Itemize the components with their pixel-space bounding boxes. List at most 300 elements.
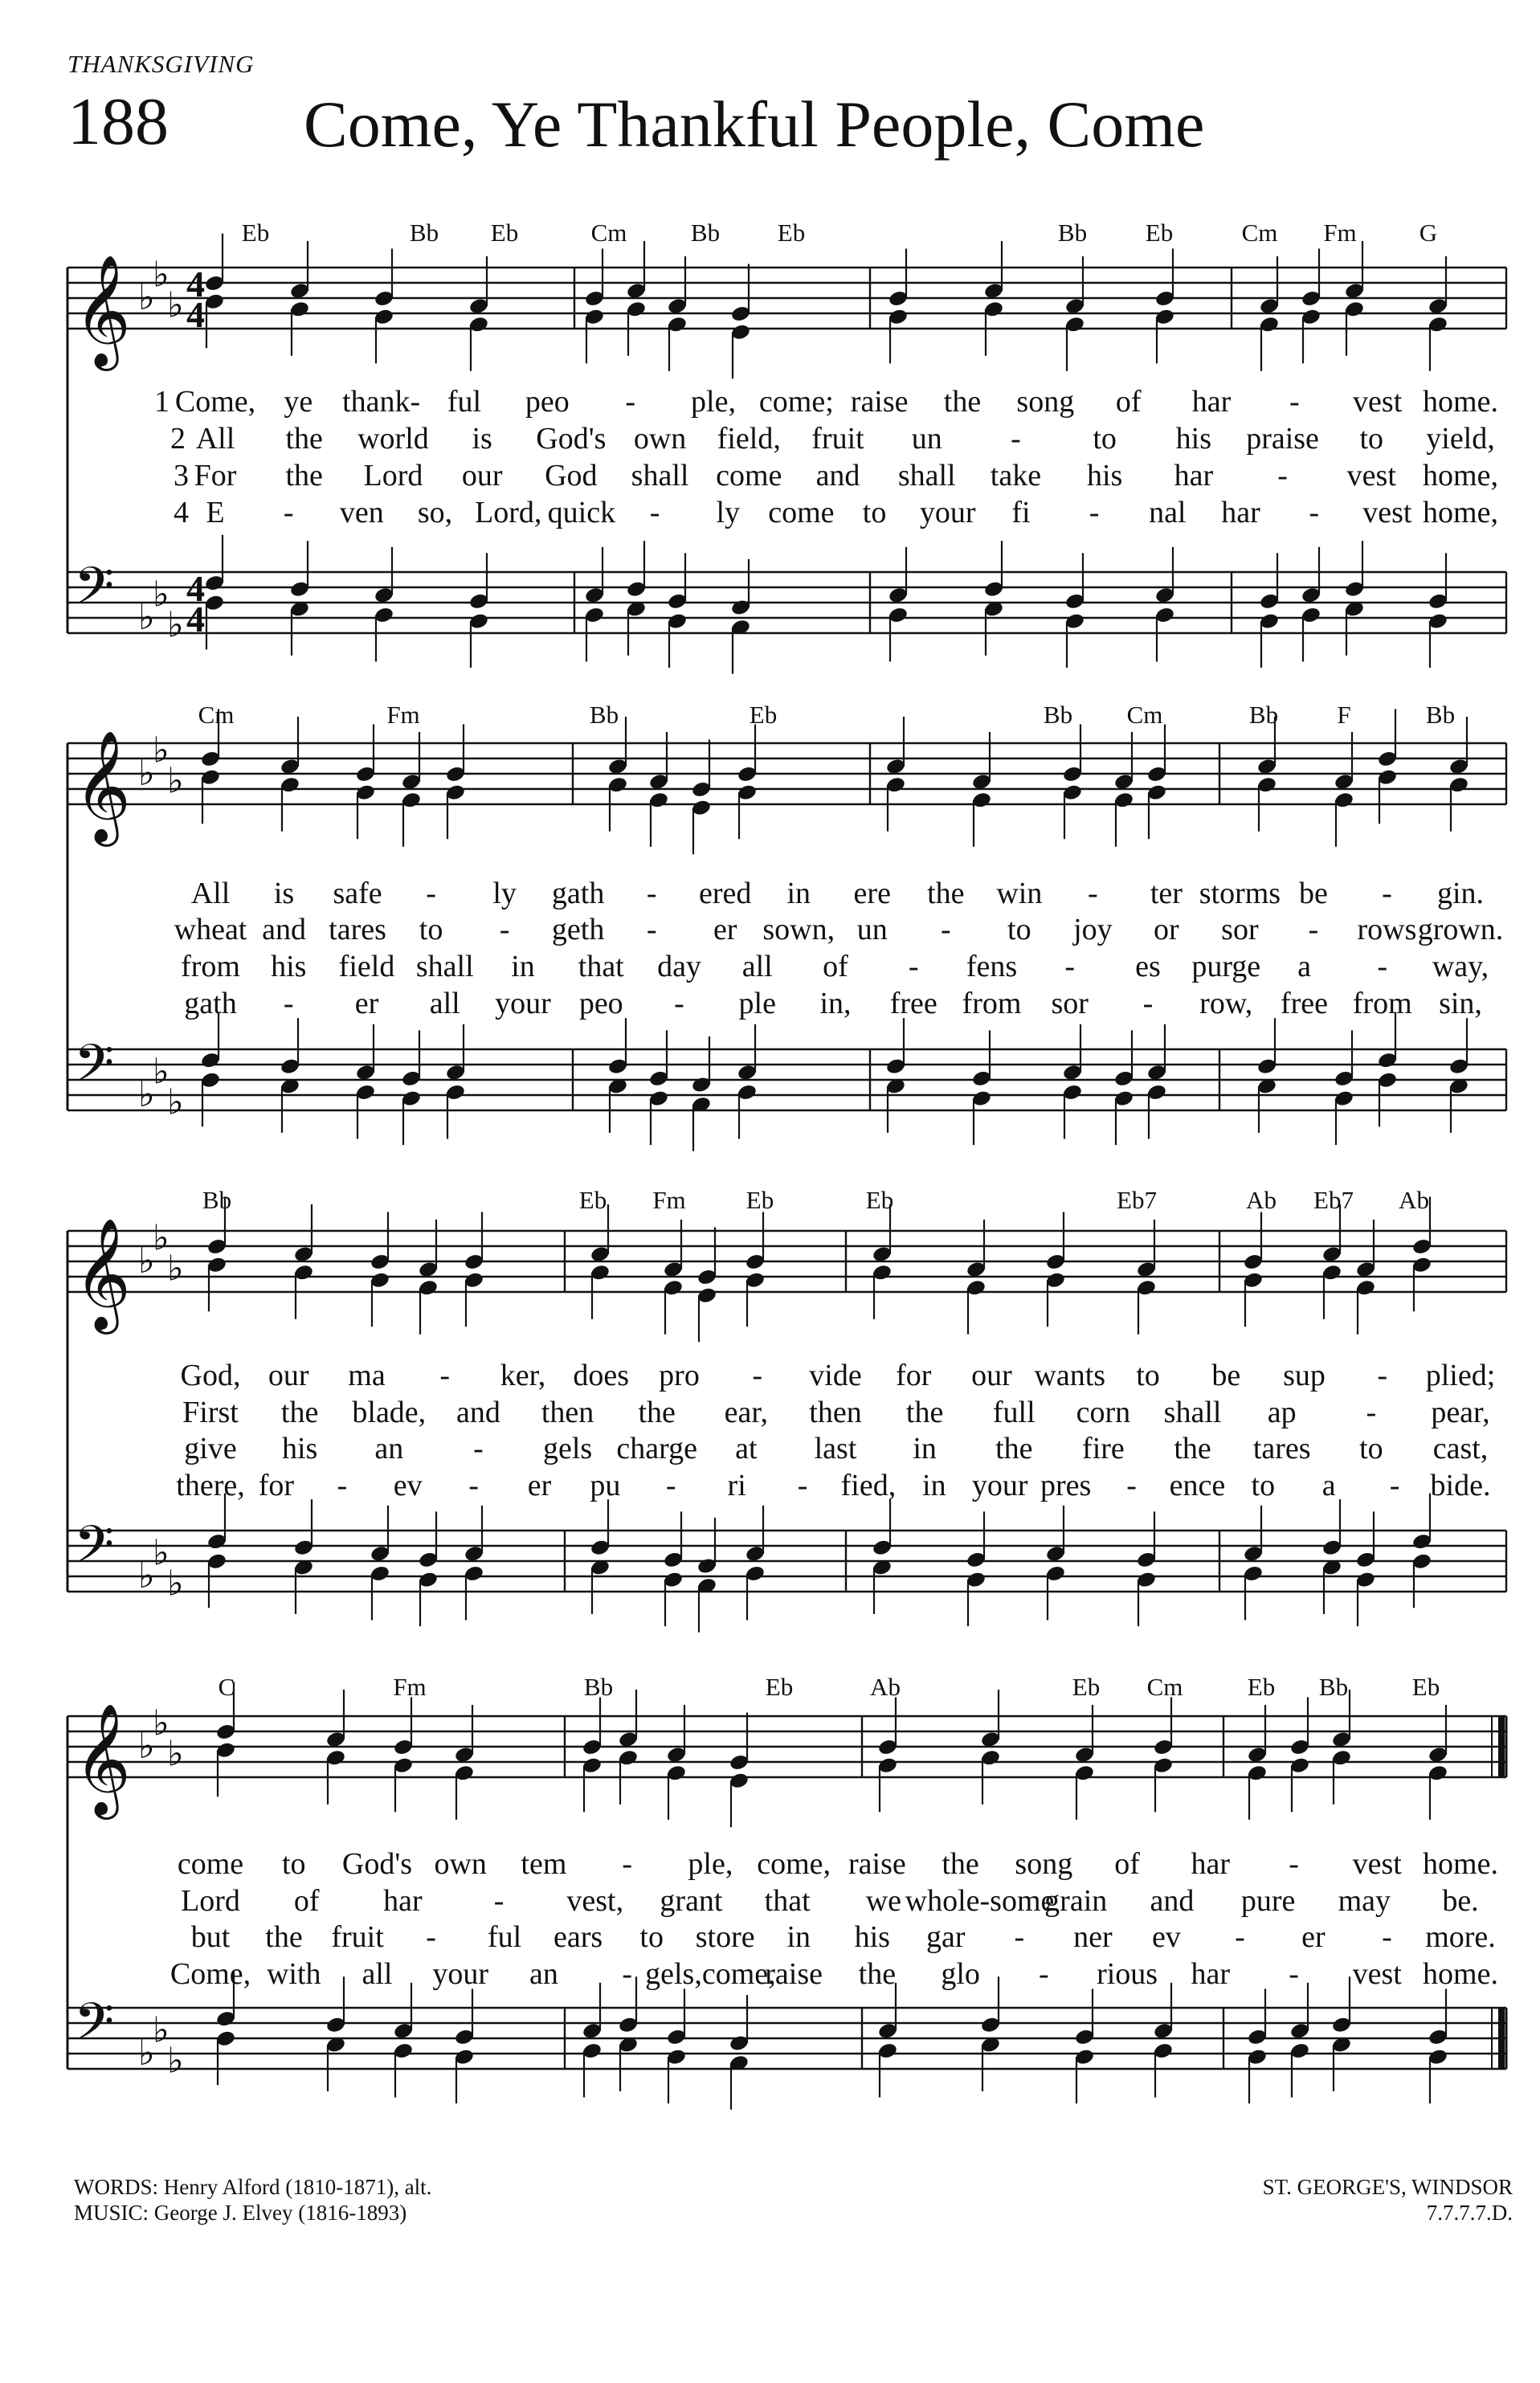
chord-symbol: Ab: [870, 1673, 901, 1701]
lyric-syllable: -: [665, 1469, 676, 1502]
lyric-syllable: gath: [551, 877, 605, 910]
lyric-syllable: shall: [1163, 1396, 1222, 1429]
lyric-syllable: way,: [1432, 950, 1489, 983]
lyric-syllable: raise: [850, 385, 909, 419]
flat-icon: ♭: [153, 730, 170, 771]
lyric-syllable: gels: [542, 1432, 593, 1465]
lyric-syllable: gin.: [1436, 877, 1485, 910]
lyric-syllable: -: [1382, 1920, 1392, 1954]
lyric-syllable: the: [265, 1920, 303, 1954]
time-signature: 4: [186, 294, 205, 335]
chord-symbol: Fm: [1323, 219, 1357, 247]
lyric-syllable: -: [1377, 950, 1388, 983]
lyric-syllable: -: [1277, 459, 1288, 493]
lyric-syllable: -: [499, 913, 510, 946]
lyric-syllable: the: [905, 1396, 944, 1429]
lyric-syllable: the: [285, 422, 323, 456]
lyric-syllable: your: [432, 1957, 489, 1991]
lyric-syllable: full: [992, 1396, 1036, 1429]
flat-icon: ♭: [138, 753, 155, 794]
lyric-syllable: the: [280, 1396, 319, 1429]
lyric-syllable: an: [374, 1432, 404, 1465]
lyric-syllable: God's: [536, 422, 607, 456]
chord-symbol: Eb: [865, 1186, 894, 1214]
flat-icon: ♭: [138, 1241, 155, 1281]
lyric-syllable: er: [1301, 1920, 1326, 1954]
lyric-syllable: for: [258, 1469, 295, 1502]
chord-symbol: Bb: [1248, 701, 1279, 729]
staff-lines: [67, 2008, 1506, 2069]
lyric-syllable: field,: [717, 422, 781, 456]
lyric-syllable: praise: [1246, 422, 1319, 456]
lyric-syllable: to: [639, 1920, 664, 1954]
lyric-syllable: pure: [1240, 1884, 1296, 1918]
chord-symbol: Fm: [393, 1673, 427, 1701]
lyric-syllable: ev: [1151, 1920, 1181, 1954]
lyric-syllable: to: [1251, 1469, 1276, 1502]
chord-symbol: F: [1337, 701, 1351, 729]
lyric-syllable: sor: [1221, 913, 1259, 946]
lyric-syllable: tem: [521, 1847, 567, 1881]
lyric-syllable: -: [940, 913, 951, 946]
chord-symbol: Eb: [1247, 1673, 1276, 1701]
section-heading: THANKSGIVING: [67, 50, 255, 78]
lyric-syllable: is: [273, 877, 295, 910]
lyric-syllable: fire: [1082, 1432, 1125, 1465]
lyric-syllable: ence: [1169, 1469, 1226, 1502]
lyric-syllable: with: [266, 1957, 321, 1991]
lyric-syllable: sown,: [762, 913, 835, 946]
flat-icon: ♭: [138, 597, 155, 638]
lyric-syllable: shall: [897, 459, 956, 493]
lyric-syllable: of: [1114, 1847, 1140, 1881]
lyric-syllable: of: [1115, 385, 1142, 419]
lyric-syllable: -: [1309, 496, 1319, 529]
lyric-syllable: blade,: [352, 1396, 427, 1429]
flat-icon: ♭: [167, 284, 184, 326]
lyric-syllable: ri: [727, 1469, 746, 1502]
lyric-syllable: er: [527, 1469, 552, 1502]
lyric-syllable: a: [1321, 1469, 1336, 1502]
lyric-syllable: ly: [716, 496, 741, 529]
treble-clef-icon: 𝄞: [74, 1218, 131, 1330]
lyric-syllable: har: [1191, 1847, 1231, 1881]
lyric-syllable: tares: [1252, 1432, 1311, 1465]
lyric-syllable: sup: [1283, 1359, 1326, 1392]
lyric-syllable: -: [622, 1957, 632, 1991]
lyric-syllable: but: [190, 1920, 231, 1954]
lyric-syllable: peo: [525, 385, 570, 419]
lyric-syllable: fied,: [840, 1469, 897, 1502]
final-barline: [1498, 1716, 1505, 1777]
lyric-syllable: -: [1126, 1469, 1137, 1502]
chord-symbol: Fm: [652, 1186, 686, 1214]
chord-symbol: Ab: [1246, 1186, 1277, 1214]
lyric-syllable: gels,come,: [645, 1957, 776, 1991]
lyric-syllable: ly: [492, 877, 517, 910]
lyric-syllable: ple,: [688, 1847, 733, 1881]
lyric-syllable: from: [181, 950, 240, 983]
staff-lines: [67, 1716, 1506, 1777]
lyric-syllable: -: [337, 1469, 348, 1502]
lyric-syllable: last: [814, 1432, 857, 1465]
lyric-syllable: our: [268, 1359, 309, 1392]
lyric-syllable: free: [889, 987, 937, 1020]
lyric-syllable: -: [622, 1847, 632, 1881]
lyric-syllable: fi: [1011, 496, 1031, 529]
lyric-syllable: in: [786, 1920, 811, 1954]
verse-number: 1: [154, 385, 170, 419]
lyric-syllable: to: [862, 496, 887, 529]
lyric-syllable: home.: [1423, 1847, 1498, 1881]
lyric-syllable: the: [942, 1847, 979, 1881]
lyric-syllable: sin,: [1439, 987, 1482, 1020]
lyric-syllable: grown.: [1417, 913, 1504, 946]
lyric-syllable: his: [1175, 422, 1212, 456]
lyric-syllable: har: [1174, 459, 1214, 493]
lyric-syllable: corn: [1076, 1396, 1131, 1429]
lyric-syllable: har: [383, 1884, 423, 1918]
lyric-syllable: vest: [1352, 1957, 1402, 1991]
lyric-syllable: more.: [1425, 1920, 1496, 1954]
lyric-syllable: ered: [699, 877, 752, 910]
lyric-syllable: -: [646, 913, 657, 946]
lyric-syllable: then: [809, 1396, 862, 1429]
chord-symbol: Bb: [1043, 701, 1073, 729]
lyric-syllable: grant: [660, 1884, 723, 1918]
lyric-syllable: pro: [659, 1359, 700, 1392]
lyric-syllable: es: [1135, 950, 1161, 983]
lyric-syllable: then: [541, 1396, 594, 1429]
chord-symbol: Cm: [590, 219, 627, 247]
lyric-syllable: wants: [1034, 1359, 1106, 1392]
lyric-syllable: Lord: [181, 1884, 240, 1918]
flat-icon: ♭: [167, 760, 184, 802]
lyric-syllable: First: [182, 1396, 239, 1429]
lyric-syllable: day: [657, 950, 701, 983]
final-barline: [1498, 2008, 1505, 2069]
lyric-syllable: gath: [184, 987, 237, 1020]
lyric-syllable: to: [281, 1847, 306, 1881]
bass-clef-icon: 𝄢: [74, 1515, 115, 1588]
lyric-syllable: from: [1352, 987, 1412, 1020]
lyric-syllable: -: [1089, 496, 1100, 529]
lyric-syllable: wheat: [174, 913, 247, 946]
lyric-syllable: in: [913, 1432, 937, 1465]
lyric-syllable: whole-some: [905, 1884, 1055, 1918]
lyric-syllable: an: [529, 1957, 558, 1991]
lyric-syllable: -: [1014, 1920, 1025, 1954]
lyric-syllable: ev: [393, 1469, 423, 1502]
lyric-syllable: vest,: [566, 1884, 624, 1918]
flat-icon: ♭: [153, 1702, 170, 1744]
lyric-syllable: be: [1211, 1359, 1241, 1392]
music-credit: MUSIC: George J. Elvey (1816-1893): [74, 2201, 407, 2225]
lyric-syllable: the: [1174, 1432, 1211, 1465]
staff-lines: [67, 1531, 1506, 1592]
lyric-syllable: -: [1377, 1359, 1388, 1392]
lyric-syllable: of: [293, 1884, 320, 1918]
lyric-syllable: -: [473, 1432, 484, 1465]
lyric-syllable: does: [573, 1359, 630, 1392]
lyric-syllable: ma: [348, 1359, 386, 1392]
lyric-syllable: be: [1299, 877, 1328, 910]
lyric-syllable: we: [865, 1884, 901, 1918]
lyric-syllable: in: [922, 1469, 946, 1502]
staff-lines: [67, 1231, 1506, 1292]
lyric-syllable: pres: [1040, 1469, 1092, 1502]
lyric-syllable: home,: [1423, 496, 1498, 529]
lyric-syllable: that: [764, 1884, 811, 1918]
lyric-syllable: be.: [1442, 1884, 1479, 1918]
lyric-syllable: and: [455, 1396, 500, 1429]
lyric-syllable: God's: [341, 1847, 412, 1881]
lyric-syllable: come;: [758, 385, 834, 419]
lyric-syllable: plied;: [1425, 1359, 1496, 1392]
lyric-syllable: ven: [339, 496, 384, 529]
flat-icon: ♭: [167, 1248, 184, 1290]
lyric-syllable: Come,: [174, 385, 256, 419]
staff-lines: [67, 268, 1506, 329]
lyric-syllable: may: [1338, 1884, 1391, 1918]
lyric-syllable: own: [434, 1847, 487, 1881]
lyric-syllable: -: [752, 1359, 763, 1392]
lyric-syllable: har: [1191, 1957, 1231, 1991]
lyric-syllable: safe: [333, 877, 382, 910]
lyric-syllable: home,: [1423, 459, 1498, 493]
chord-symbol: Bb: [583, 1673, 614, 1701]
lyric-syllable: ears: [554, 1920, 603, 1954]
chord-symbol: Eb: [241, 219, 270, 247]
lyric-syllable: ner: [1073, 1920, 1113, 1954]
lyric-syllable: to: [1359, 422, 1384, 456]
lyric-syllable: raise: [765, 1957, 823, 1991]
lyric-syllable: so,: [417, 496, 453, 529]
time-signature: 4: [186, 599, 205, 640]
lyric-syllable: vide: [809, 1359, 862, 1392]
lyric-syllable: thank-: [342, 385, 421, 419]
treble-clef-icon: 𝄞: [74, 255, 131, 366]
lyric-syllable: -: [1382, 877, 1392, 910]
lyric-syllable: ful: [488, 1920, 522, 1954]
flat-icon: ♭: [153, 1217, 170, 1259]
lyric-syllable: shall: [415, 950, 474, 983]
lyric-syllable: come: [768, 496, 835, 529]
lyric-syllable: -: [1308, 913, 1319, 946]
lyric-syllable: at: [735, 1432, 758, 1465]
lyric-syllable: -: [283, 987, 294, 1020]
flat-icon: ♭: [138, 1726, 155, 1767]
lyric-syllable: in: [786, 877, 811, 910]
lyric-syllable: tares: [329, 913, 386, 946]
hymn-number: 188: [67, 84, 169, 159]
flat-icon: ♭: [167, 1733, 184, 1775]
lyric-syllable: -: [1142, 987, 1154, 1020]
staff-lines: [67, 572, 1506, 633]
lyric-syllable: win: [996, 877, 1043, 910]
lyric-syllable: store: [695, 1920, 755, 1954]
lyric-syllable: bide.: [1430, 1469, 1491, 1502]
lyric-syllable: ker,: [500, 1359, 546, 1392]
lyric-syllable: fens: [966, 950, 1018, 983]
lyric-syllable: vest: [1362, 496, 1412, 529]
lyric-syllable: gar: [926, 1920, 966, 1954]
lyric-syllable: of: [823, 950, 848, 983]
lyric-syllable: and: [815, 459, 860, 493]
lyric-syllable: home.: [1423, 385, 1498, 419]
flat-icon: ♭: [138, 277, 155, 318]
lyric-syllable: fruit: [811, 422, 864, 456]
lyric-syllable: peo: [578, 987, 623, 1020]
lyric-syllable: -: [1011, 422, 1021, 456]
lyric-syllable: your: [919, 496, 976, 529]
lyric-syllable: his: [854, 1920, 890, 1954]
lyric-syllable: grain: [1044, 1884, 1108, 1918]
lyric-syllable: geth: [551, 913, 605, 946]
lyric-syllable: to: [1007, 913, 1031, 946]
lyric-syllable: -: [1289, 1847, 1299, 1881]
lyric-syllable: row,: [1199, 987, 1253, 1020]
lyric-syllable: ple: [738, 987, 776, 1020]
lyric-syllable: raise: [848, 1847, 906, 1881]
lyric-syllable: the: [285, 459, 323, 493]
lyric-syllable: your: [971, 1469, 1028, 1502]
lyric-syllable: fruit: [331, 1920, 384, 1954]
chord-symbol: Cm: [1241, 219, 1278, 247]
lyric-syllable: glo: [941, 1957, 980, 1991]
verse-number: 3: [174, 459, 189, 493]
lyric-syllable: -: [426, 1920, 436, 1954]
lyric-syllable: -: [283, 496, 294, 529]
lyric-syllable: rows: [1357, 913, 1417, 946]
lyric-syllable: God: [545, 459, 598, 493]
lyric-syllable: er: [354, 987, 379, 1020]
lyric-syllable: ye: [284, 385, 313, 419]
lyric-syllable: -: [1366, 1396, 1377, 1429]
chord-symbol: Eb: [490, 219, 519, 247]
chord-symbol: Bb: [589, 701, 619, 729]
lyric-syllable: to: [1136, 1359, 1160, 1392]
lyric-syllable: -: [1235, 1920, 1245, 1954]
chord-symbol: Eb: [1145, 219, 1174, 247]
chord-symbol: Ab: [1399, 1186, 1429, 1214]
lyric-syllable: sor: [1051, 987, 1089, 1020]
lyric-syllable: vest: [1353, 385, 1403, 419]
flat-icon: ♭: [167, 604, 184, 646]
hymn-title: Come, Ye Thankful People, Come: [304, 88, 1205, 161]
lyric-syllable: the: [858, 1957, 897, 1991]
lyric-syllable: in,: [819, 987, 852, 1020]
lyric-syllable: -: [1088, 877, 1098, 910]
lyric-syllable: For: [194, 459, 237, 493]
bass-clef-icon: 𝄢: [74, 1993, 115, 2065]
lyric-syllable: yield,: [1426, 422, 1495, 456]
lyric-syllable: storms: [1199, 877, 1281, 910]
lyric-syllable: un: [856, 913, 888, 946]
chord-symbol: Eb: [777, 219, 806, 247]
lyric-syllable: joy: [1073, 913, 1113, 946]
lyric-syllable: field: [338, 950, 395, 983]
lyric-syllable: our: [461, 459, 503, 493]
words-credit: WORDS: Henry Alford (1810-1871), alt.: [74, 2175, 432, 2199]
lyric-syllable: come: [716, 459, 782, 493]
chord-symbol: Bb: [1425, 701, 1456, 729]
chord-symbol: Eb: [765, 1673, 794, 1701]
lyric-syllable: to: [1359, 1432, 1383, 1465]
lyric-syllable: take: [990, 459, 1042, 493]
chord-symbol: Eb: [745, 1186, 774, 1214]
lyric-syllable: vest: [1346, 459, 1396, 493]
lyric-syllable: cast,: [1432, 1432, 1489, 1465]
lyric-syllable: from: [962, 987, 1022, 1020]
flat-icon: ♭: [153, 1051, 170, 1093]
lyric-syllable: all: [429, 987, 460, 1020]
lyric-syllable: All: [195, 422, 235, 456]
lyric-syllable: our: [971, 1359, 1012, 1392]
flat-icon: ♭: [138, 2033, 155, 2074]
lyric-syllable: pu: [590, 1469, 621, 1502]
lyric-syllable: -: [908, 950, 919, 983]
lyric-syllable: all: [362, 1957, 393, 1991]
chord-symbol: Bb: [690, 219, 721, 247]
lyric-syllable: -: [1064, 950, 1076, 983]
lyric-syllable: har: [1221, 496, 1260, 529]
flat-icon: ♭: [138, 1555, 155, 1596]
lyric-syllable: -: [468, 1469, 479, 1502]
lyric-syllable: free: [1280, 987, 1329, 1020]
lyric-syllable: -: [1289, 385, 1300, 419]
tune-name: ST. GEORGE'S, WINDSOR: [1262, 2175, 1513, 2199]
lyric-syllable: all: [741, 950, 773, 983]
chord-symbol: Eb: [578, 1186, 607, 1214]
flat-icon: ♭: [153, 574, 170, 615]
lyric-syllable: or: [1154, 913, 1179, 946]
lyric-syllable: come,: [757, 1847, 831, 1881]
lyric-syllable: -: [426, 877, 436, 910]
chord-symbol: G: [1419, 219, 1438, 247]
time-signature: 4: [186, 264, 205, 305]
chord-symbol: Bb: [202, 1186, 232, 1214]
lyric-syllable: pear,: [1431, 1396, 1490, 1429]
lyric-syllable: there,: [176, 1469, 245, 1502]
lyric-syllable: ple,: [691, 385, 736, 419]
chord-symbol: Bb: [1057, 219, 1088, 247]
flat-icon: ♭: [138, 1074, 155, 1115]
lyric-syllable: in: [511, 950, 535, 983]
chord-symbol: Bb: [1318, 1673, 1349, 1701]
chord-symbol: Eb: [1411, 1673, 1440, 1701]
lyric-syllable: Lord: [363, 459, 423, 493]
lyric-syllable: -: [1389, 1469, 1400, 1502]
verse-number: 4: [174, 496, 189, 529]
lyric-syllable: -: [1039, 1957, 1049, 1991]
flat-icon: ♭: [153, 2009, 170, 2051]
staff-lines: [67, 1049, 1506, 1110]
lyric-syllable: and: [262, 913, 306, 946]
lyric-syllable: -: [649, 496, 660, 529]
lyric-syllable: to: [419, 913, 443, 946]
chord-symbol: Cm: [1126, 701, 1163, 729]
lyric-syllable: E: [206, 496, 225, 529]
lyric-syllable: -: [625, 385, 635, 419]
lyric-syllable: ful: [447, 385, 482, 419]
lyric-syllable: his: [271, 950, 307, 983]
lyric-syllable: ap: [1267, 1396, 1297, 1429]
lyric-syllable: charge: [616, 1432, 697, 1465]
chord-symbol: Eb7: [1313, 1186, 1354, 1214]
lyric-syllable: his: [1086, 459, 1123, 493]
chord-symbol: Eb: [1072, 1673, 1101, 1701]
